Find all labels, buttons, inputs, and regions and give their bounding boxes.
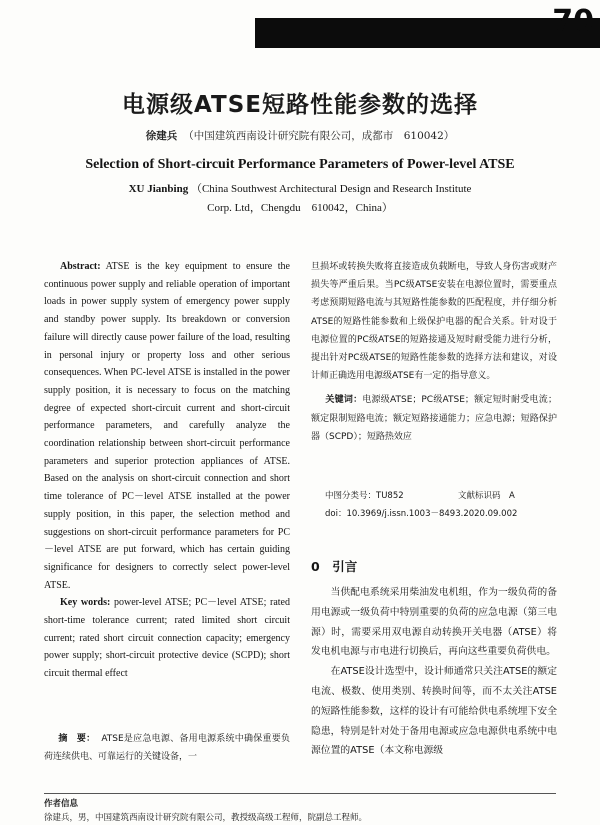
abstract-cn-start <box>44 730 290 766</box>
doi-value: 10.3969/j.issn.1003－8493.2020.09.002 <box>346 509 518 519</box>
clc-value: TU852 <box>376 491 404 501</box>
section-heading-introduction: 0 引言 <box>311 559 358 574</box>
keywords-cn <box>311 391 557 446</box>
page-number-mark: 70 <box>552 4 594 39</box>
footnote-divider <box>44 793 556 794</box>
paper-title-cn: 电源级ATSE短路性能参数的选择 <box>122 92 478 118</box>
abstract-cn-text-part1: ATSE是应急电源、备用电源系统中确保重要负荷连续供电、可靠运行的关键设备，一 <box>44 734 290 762</box>
keywords-en-text: power-level ATSE; PC－level ATSE; rated short-time tolerance current; rated limited short circuit current; rated short circuit connection capacity; emergency power supply; short-circuit protective device (SCPD); short circuit thermal effect <box>44 597 290 680</box>
classification-row <box>325 489 557 501</box>
abstract-en-text: ATSE is the key equipment to ensure the continuous power supply and reliable operation of important loads in power supply system of emergency power supply and standby power supply. Its breakdown or conversion failure will directly cause power failure of the load, resulting in personal injury or property loss and other serious consequences. When PC-level ATSE is installed in the power supply position, it is necessary to focus on the matching degree of expected short-circuit current and short-circuit performance parameters, and carefully analyze the coordination relationship between short-circuit performance parameters and superior protection appliances of ATSE. Based on the analysis on short-circuit connection and short time tolerance of PC－level ATSE installed at the power supply position, in this paper, the selection method and suggestions on short-circuit performance parameters for PC－level ATSE are put forward, which has certain guiding significance for designers to correctly select power-level ATSE. <box>44 261 290 591</box>
footnote-title: 作者信息 <box>44 799 79 809</box>
author-name-en: XU Jianbing <box>128 183 189 195</box>
intro-paragraph-1: 当供配电系统采用柴油发电机组，作为一级负荷的备用电源或一级负荷中特别重要的负荷的应急电源（第三电源）时，需要采用双电源自动转换开关电器（ATSE）将发电机电源与市电进行切换后，再向这些重要负荷供电。 <box>311 587 557 658</box>
author-name-cn: 徐建兵 <box>145 130 178 142</box>
doc-code-value: A <box>509 491 515 501</box>
keywords-cn-text: 电源级ATSE；PC级ATSE；额定短时耐受电流；额定限制短路电流；额定短路接通能力；应急电源；短路保护器（SCPD）；短路热效应 <box>311 395 557 442</box>
doi-label: doi： <box>325 509 347 519</box>
footnote-text: 徐建兵，男，中国建筑西南设计研究院有限公司，教授级高级工程师，院副总工程师。 <box>44 813 368 823</box>
author-affiliation-cn: （中国建筑西南设计研究院有限公司，成都市 610042） <box>183 130 455 142</box>
keywords-cn-label: 关键词： <box>325 395 363 406</box>
doc-code-label: 文献标识码 <box>458 491 501 501</box>
introduction-body <box>311 583 557 761</box>
doc-code <box>458 489 515 501</box>
keywords-en <box>44 594 290 683</box>
abstract-cn-label: 摘 要： <box>58 734 96 744</box>
english-abstract-column <box>44 258 290 683</box>
abstract-cn-text-part2: 旦损坏或转换失败将直接造成负载断电，导致人身伤害或财产损失等严重后果。当PC级ATSE安装在电源位置时，需要重点考虑预期短路电流与其短路性能参数的匹配程度，并仔细分析ATSE的短路性能参数和上级保护电器的配合关系。针对设于电源位置的PC级ATSE的短路接通及短时耐受能力进行分析，提出针对PC级ATSE的短路性能参数的选择方法和建议，对设计师正确选用电源级ATSE有一定的指导意义。 <box>311 262 557 382</box>
abstract-en-label: Abstract: <box>60 261 101 272</box>
doi-row <box>325 507 557 519</box>
clc-label: 中图分类号： <box>325 491 377 501</box>
author-block-en <box>0 180 600 218</box>
page-header-bar <box>255 4 600 48</box>
paper-title-en: Selection of Short-circuit Performance Parameters of Power-level ATSE <box>85 157 515 172</box>
abstract-en <box>44 258 290 594</box>
keywords-en-label: Key words: <box>60 597 111 609</box>
chinese-abstract-column <box>311 258 557 446</box>
author-line-cn <box>0 128 600 143</box>
intro-paragraph-2: 在ATSE设计选型中，设计师通常只关注ATSE的额定电流、极数、使用类别、转换时间等，而不太关注ATSE的短路性能参数，这样的设计有可能给供电系统埋下安全隐患，特别是针对处于备用电源或应急电源供电系统中电源位置的ATSE（本文称电源级 <box>311 666 557 757</box>
author-affiliation-en-2: Corp. Ltd，Chengdu 610042，China） <box>207 202 393 214</box>
author-affiliation-en-1: （China Southwest Architectural Design and Research Institute <box>190 183 472 195</box>
